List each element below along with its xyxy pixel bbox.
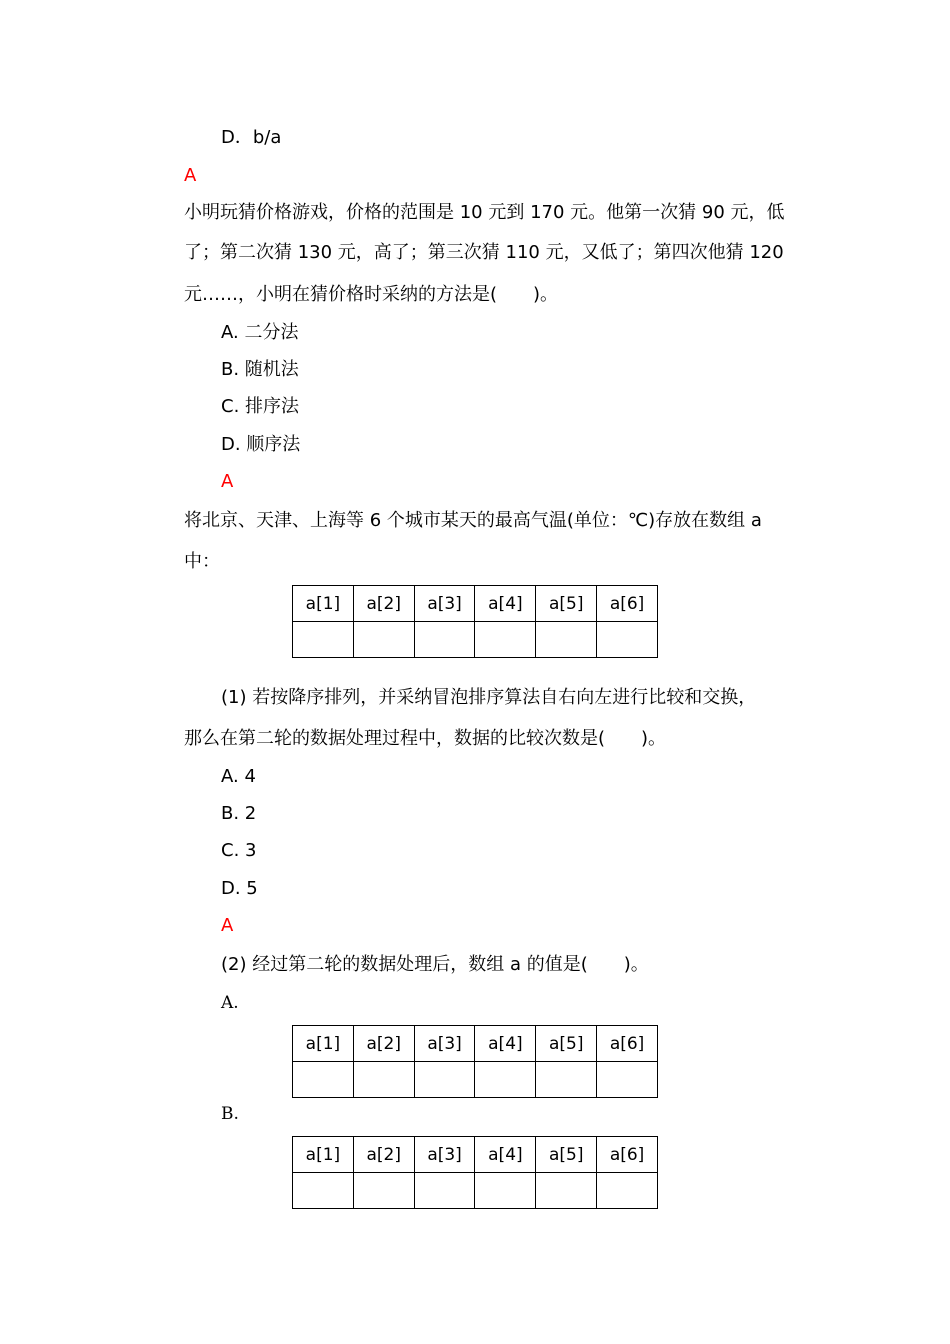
array-value-cell: [536, 1062, 597, 1098]
array-value-cell: [293, 622, 354, 658]
array-header-cell: a[1]: [293, 1137, 354, 1173]
array-value-cell: [414, 1062, 475, 1098]
answer-label: A: [221, 915, 234, 936]
array-value-cell: [293, 1173, 354, 1209]
array-value-cell: [536, 622, 597, 658]
array-value-cell: [475, 1173, 536, 1209]
answer-label: A: [221, 471, 234, 492]
option-c: C. 排序法: [221, 396, 300, 417]
array-table: [292, 585, 658, 658]
array-value-cell: [293, 1062, 354, 1098]
option-a: A. 二分法: [221, 322, 299, 343]
question-text-line: 元……，小明在猜价格时采纳的方法是( )。: [184, 284, 559, 305]
option-b: B. 随机法: [221, 359, 299, 380]
array-header-cell: a[3]: [414, 1026, 475, 1062]
array-value-cell: [597, 622, 658, 658]
sub-question-text-line: (2) 经过第二轮的数据处理后，数组 a 的值是( )。: [221, 954, 649, 975]
array-header-cell: a[3]: [414, 586, 475, 622]
array-value-cell: [353, 622, 414, 658]
array-value-cell: [597, 1173, 658, 1209]
sub-question-text-line: (1) 若按降序排列，并采纳冒泡排序算法自右向左进行比较和交换，: [221, 687, 757, 708]
array-header-cell: a[2]: [353, 586, 414, 622]
array-header-cell: a[6]: [597, 1026, 658, 1062]
array-value-cell: [414, 622, 475, 658]
array-value-cell: [475, 622, 536, 658]
array-header-cell: a[3]: [414, 1137, 475, 1173]
array-header-cell: a[5]: [536, 586, 597, 622]
array-header-cell: a[1]: [293, 1026, 354, 1062]
option-d: D. 顺序法: [221, 434, 301, 455]
array-value-cell: [353, 1062, 414, 1098]
array-value-cell: [536, 1173, 597, 1209]
array-header-cell: a[6]: [597, 1137, 658, 1173]
sub-question-text-line: 那么在第二轮的数据处理过程中，数据的比较次数是( )。: [184, 728, 667, 749]
array-value-cell: [597, 1062, 658, 1098]
option-a: A. 4: [221, 766, 256, 787]
array-value-cell: [475, 1062, 536, 1098]
array-header-cell: a[6]: [597, 586, 658, 622]
array-value-cell: [353, 1173, 414, 1209]
prev-question-option-d: D．b/a: [221, 127, 282, 148]
array-header-cell: a[4]: [475, 1137, 536, 1173]
prev-question-answer: A: [184, 165, 197, 186]
array-header-cell: a[5]: [536, 1026, 597, 1062]
array-header-cell: a[1]: [293, 586, 354, 622]
option-c: C. 3: [221, 840, 257, 861]
question-text-line: 中：: [184, 551, 220, 572]
option-b: B.: [221, 1104, 239, 1124]
option-b: B. 2: [221, 803, 257, 824]
option-d: D. 5: [221, 878, 258, 899]
array-header-cell: a[2]: [353, 1026, 414, 1062]
array-header-cell: a[4]: [475, 1026, 536, 1062]
array-header-cell: a[4]: [475, 586, 536, 622]
question-text-line: 了；第二次猜 130 元，高了；第三次猜 110 元，又低了；第四次他猜 120: [184, 242, 784, 263]
array-value-cell: [414, 1173, 475, 1209]
question-text-line: 将北京、天津、上海等 6 个城市某天的最高气温(单位：℃)存放在数组 a: [184, 510, 762, 531]
array-header-cell: a[5]: [536, 1137, 597, 1173]
array-header-cell: a[2]: [353, 1137, 414, 1173]
array-table-option-a: [292, 1025, 658, 1098]
option-a: A.: [221, 993, 239, 1013]
array-table-option-b: [292, 1136, 658, 1209]
question-text-line: 小明玩猜价格游戏，价格的范围是 10 元到 170 元。他第一次猜 90 元，低: [184, 202, 785, 223]
